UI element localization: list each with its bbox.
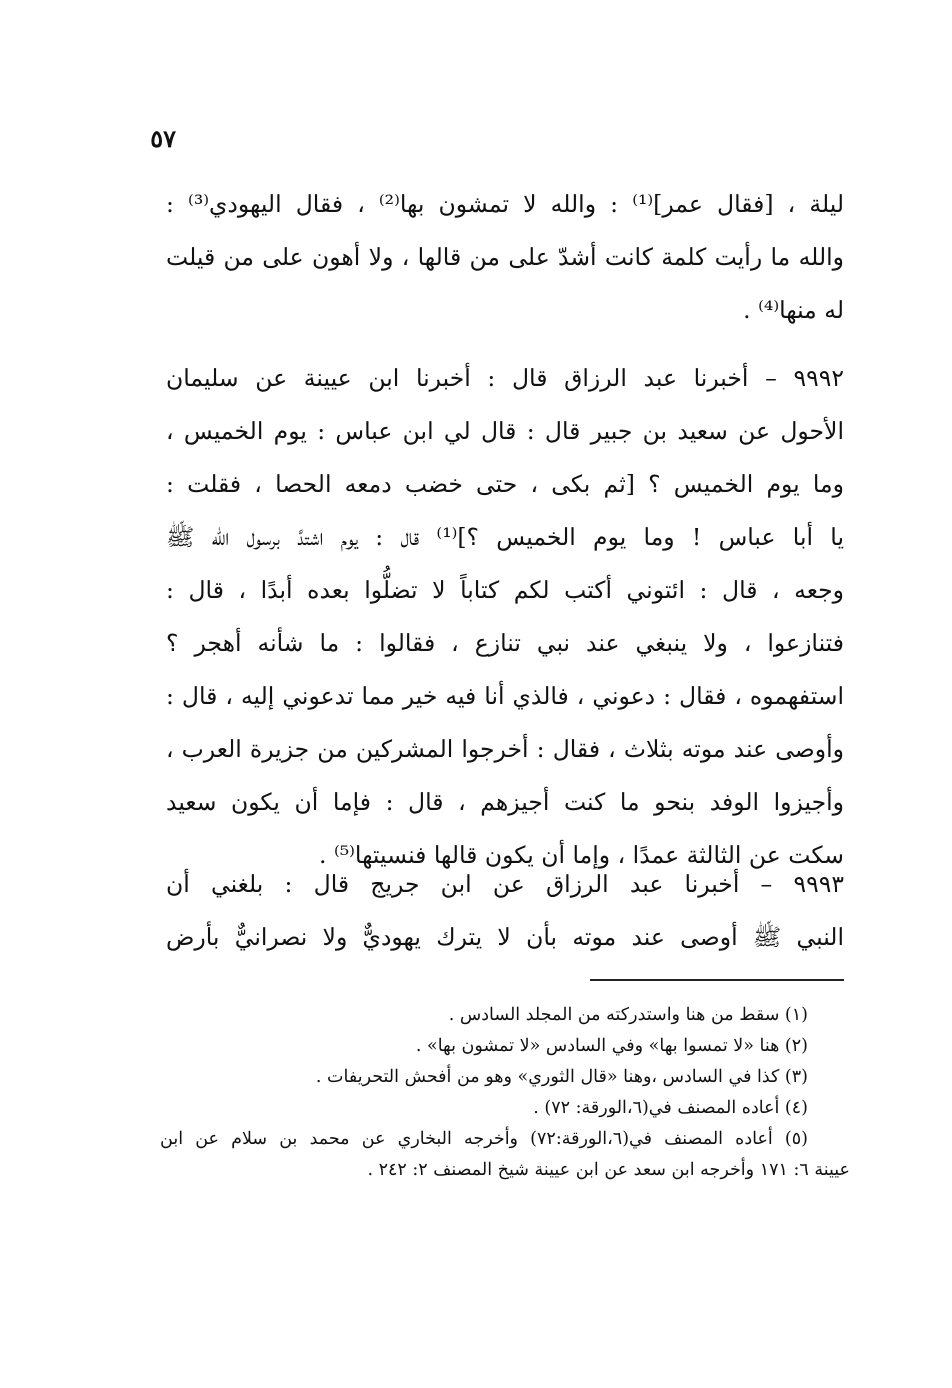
footnotes xyxy=(160,1000,850,1186)
text-line: استفهموه ، فقال : دعوني ، فالذي أنا فيه خير مما تدعوني إليه ، قال : xyxy=(166,682,844,710)
text-line: ٩٩٩٢ – أخبرنا عبد الرزاق قال : أخبرنا ابن عيينة عن سليمان xyxy=(166,364,844,392)
text-line: الأحول عن سعيد بن جبير قال : قال لي ابن عباس : يوم الخميس ، xyxy=(166,417,844,445)
text-line: يا أبا عباس ! وما يوم الخميس ؟]⁽¹⁾ قال : يوم اشتدَّ برسول الله ﷺ xyxy=(166,523,844,551)
footnote-1: (١) سقط من هنا واستدركته من المجلد السادس . xyxy=(448,1005,808,1025)
text-line: سكت عن الثالثة عمدًا ، وإما أن يكون قالها فنسيتها⁽⁵⁾ . xyxy=(319,841,844,869)
footnote-2: (٢) هنا «لا تمسوا بها» وفي السادس «لا تمشون بها» . xyxy=(415,1036,808,1056)
text-line: النبي ﷺ أوصى عند موته بأن لا يترك يهوديٌّ ولا نصرانيٌّ بأرض xyxy=(166,923,844,951)
text-line: ٩٩٩٣ – أخبرنا عبد الرزاق عن ابن جريج قال : بلغني أن xyxy=(166,870,844,898)
footnote-divider xyxy=(590,979,844,981)
text-line: ليلة ، [فقال عمر]⁽¹⁾ : والله لا تمشون بها⁽²⁾ ، فقال اليهودي⁽³⁾ : xyxy=(166,190,844,218)
footnote-3: (٣) كذا في السادس ،وهنا «قال الثوري» وهو من أفحش التحريفات . xyxy=(315,1067,808,1087)
text-line: له منها⁽⁴⁾ . xyxy=(743,296,844,324)
text-line: والله ما رأيت كلمة كانت أشدّ على من قالها ، ولا أهون على من قيلت xyxy=(166,243,844,271)
text-line: وما يوم الخميس ؟ [ثم بكى ، حتى خضب دمعه الحصا ، فقلت : xyxy=(166,470,844,498)
paragraph-hadith-9993 xyxy=(166,858,844,964)
text-line: وجعه ، قال : ائتوني أكتب لكم كتاباً لا تضلُّوا بعده أبدًا ، قال : xyxy=(166,576,844,604)
text-line: وأوصى عند موته بثلاث ، فقال : أخرجوا المشركين من جزيرة العرب ، xyxy=(166,735,844,763)
footnote-5: (٥) أعاده المصنف في(٦،الورقة:٧٢) وأخرجه البخاري عن محمد بن سلام عن ابن xyxy=(160,1129,808,1149)
footnote-4: (٤) أعاده المصنف في(٦،الورقة: ٧٢) . xyxy=(533,1098,808,1118)
text-line: فتنازعوا ، ولا ينبغي عند نبي تنازع ، فقالوا : ما شأنه أهجر ؟ xyxy=(166,629,844,657)
text-line: وأجيزوا الوفد بنحو ما كنت أجيزهم ، قال : فإما أن يكون سعيد xyxy=(166,788,844,816)
paragraph-hadith-9992 xyxy=(166,352,844,882)
footnote-5-continuation: عيينة ٦: ١٧١ وأخرجه ابن سعد عن ابن عيينة شيخ المصنف ٢: ٢٤٢ . xyxy=(367,1160,850,1180)
paragraph-continuation xyxy=(166,178,844,337)
page-number: ٥٧ xyxy=(150,124,176,153)
